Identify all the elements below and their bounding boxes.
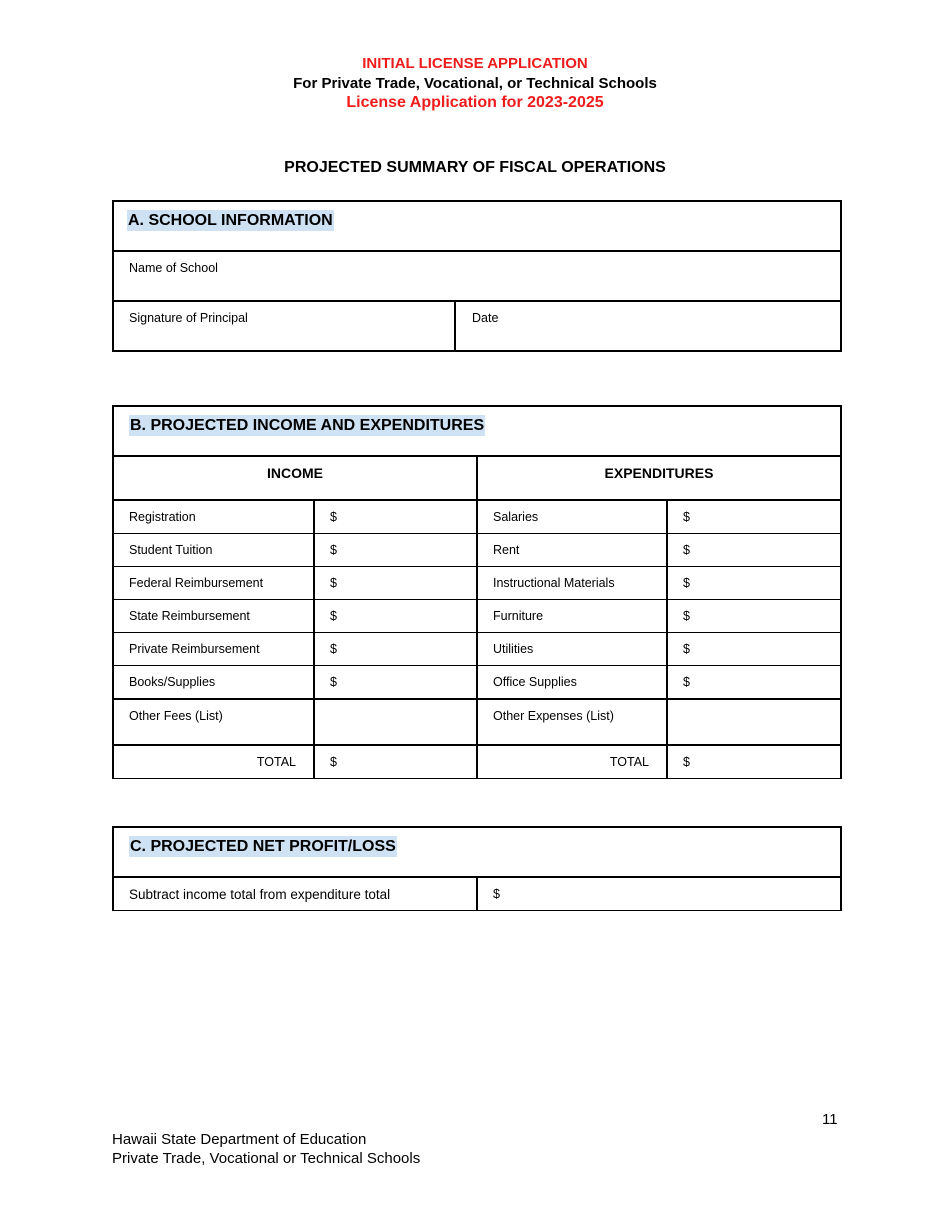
income-label: Private Reimbursement <box>113 633 314 666</box>
school-name-label: Name of School <box>129 261 218 275</box>
header-application-type: INITIAL LICENSE APPLICATION <box>362 55 588 72</box>
expense-total-field[interactable]: $ <box>667 745 841 779</box>
expense-label: Utilities <box>477 633 667 666</box>
date-field[interactable] <box>455 301 841 351</box>
expense-value-field[interactable]: $ <box>667 600 841 633</box>
expense-label: Office Supplies <box>477 666 667 700</box>
income-label: State Reimbursement <box>113 600 314 633</box>
expense-value-field[interactable]: $ <box>667 534 841 567</box>
table-row <box>113 500 841 534</box>
principal-signature-field[interactable] <box>113 301 455 351</box>
header-school-type: For Private Trade, Vocational, or Technical Schools <box>293 75 657 92</box>
other-fees-label: Other Fees (List) <box>113 699 314 745</box>
expense-total-label: TOTAL <box>477 745 667 779</box>
table-row <box>113 534 841 567</box>
other-expenses-label: Other Expenses (List) <box>477 699 667 745</box>
date-label: Date <box>472 311 499 325</box>
table-row <box>113 600 841 633</box>
income-total-label: TOTAL <box>113 745 314 779</box>
footer-department: Hawaii State Department of Education <box>112 1131 367 1148</box>
page-number: 11 <box>822 1111 838 1128</box>
income-value-field[interactable]: $ <box>314 500 477 534</box>
income-label: Student Tuition <box>113 534 314 567</box>
expense-value-field[interactable]: $ <box>667 633 841 666</box>
school-name-field[interactable] <box>113 251 841 301</box>
income-label: Federal Reimbursement <box>113 567 314 600</box>
expense-label: Furniture <box>477 600 667 633</box>
income-value-field[interactable]: $ <box>314 633 477 666</box>
income-label: Registration <box>113 500 314 534</box>
income-value-field[interactable]: $ <box>314 534 477 567</box>
expense-label: Rent <box>477 534 667 567</box>
expense-label: Instructional Materials <box>477 567 667 600</box>
income-expenditures-table <box>112 405 842 779</box>
other-fees-field[interactable] <box>314 699 477 745</box>
section-a-heading: A. SCHOOL INFORMATION <box>128 212 333 229</box>
income-total-field[interactable]: $ <box>314 745 477 779</box>
section-b-heading: B. PROJECTED INCOME AND EXPENDITURES <box>130 417 485 434</box>
income-header: INCOME <box>113 456 477 500</box>
page-title: PROJECTED SUMMARY OF FISCAL OPERATIONS <box>284 159 666 176</box>
income-label: Books/Supplies <box>113 666 314 700</box>
income-value-field[interactable]: $ <box>314 600 477 633</box>
expense-value-field[interactable]: $ <box>667 567 841 600</box>
other-expenses-field[interactable] <box>667 699 841 745</box>
footer-program: Private Trade, Vocational or Technical Schools <box>112 1150 421 1167</box>
table-row <box>113 666 841 700</box>
expense-value-field[interactable]: $ <box>667 666 841 700</box>
income-value-field[interactable]: $ <box>314 666 477 700</box>
section-c-heading: C. PROJECTED NET PROFIT/LOSS <box>130 838 396 855</box>
expense-label: Salaries <box>477 500 667 534</box>
school-information-table <box>112 200 842 352</box>
header-license-period: License Application for 2023-2025 <box>346 94 604 111</box>
table-row <box>113 567 841 600</box>
principal-signature-label: Signature of Principal <box>129 311 248 325</box>
table-row <box>113 633 841 666</box>
income-value-field[interactable]: $ <box>314 567 477 600</box>
net-profit-loss-table <box>112 826 842 911</box>
expenditures-header: EXPENDITURES <box>477 456 841 500</box>
net-profit-loss-field[interactable]: $ <box>477 877 841 911</box>
net-profit-loss-label: Subtract income total from expenditure total <box>113 877 477 911</box>
expense-value-field[interactable]: $ <box>667 500 841 534</box>
